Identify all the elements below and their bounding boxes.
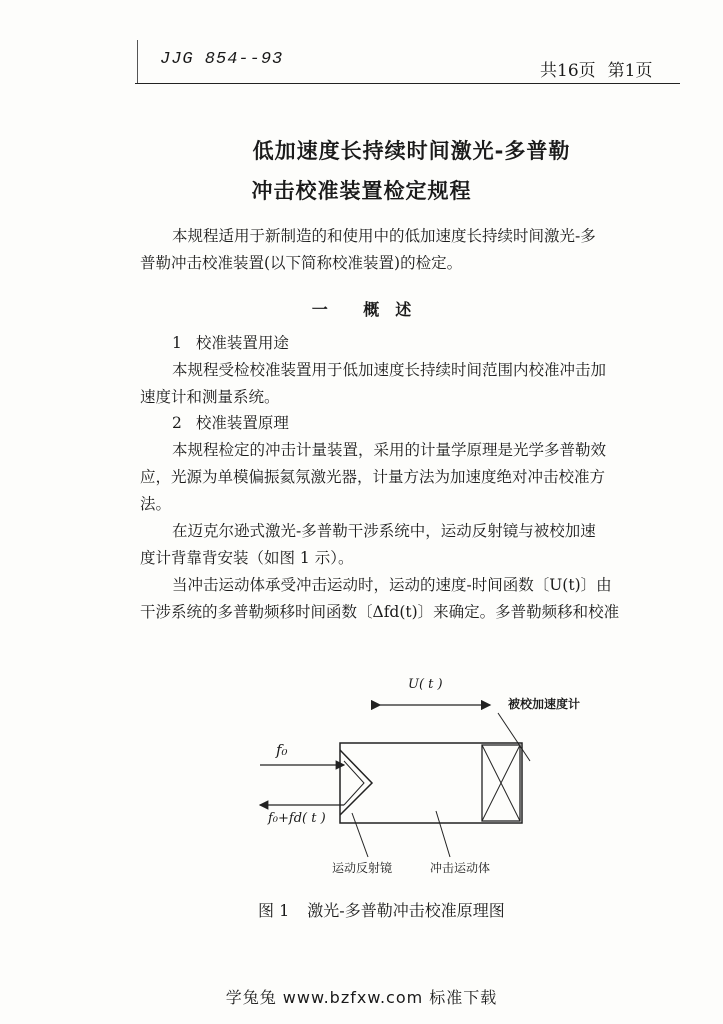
item2-p1-line-3: 法。 bbox=[140, 495, 172, 513]
item2-p3-line-2: 干涉系统的多普勒频移时间函数〔Δfd(t)〕来确定。多普勒频移和校准 bbox=[140, 603, 620, 621]
item1-paragraph bbox=[140, 357, 680, 411]
moving-mirror bbox=[340, 750, 372, 815]
item2-p2-line-1: 在迈克尔逊式激光-多普勒干涉系统中，运动反射镜与被校加速 bbox=[172, 522, 596, 540]
intro-line-2: 普勒冲击校准装置(以下简称校准装置)的检定。 bbox=[140, 254, 463, 272]
item1-number: 1 bbox=[172, 334, 182, 352]
f0-fd-label: f₀+fd( t ) bbox=[268, 811, 326, 826]
f0-label: f₀ bbox=[276, 741, 288, 759]
mirror-label: 运动反射镜 bbox=[332, 861, 393, 875]
standard-code: JJG 854--93 bbox=[160, 50, 284, 69]
section-heading bbox=[0, 297, 723, 320]
item1-line-1: 本规程受检校准装置用于低加速度长持续时间范围内校准冲击加 bbox=[172, 361, 607, 379]
body-leader bbox=[436, 811, 450, 857]
title-line-1: 低加速度长持续时间激光-多普勒 bbox=[252, 139, 571, 163]
header-rule bbox=[135, 83, 680, 84]
page-number: 第1页 bbox=[607, 61, 653, 81]
item2-p1-line-1: 本规程检定的冲击计量装置，采用的计量学原理是光学多普勒效 bbox=[172, 441, 607, 459]
accelerometer-leader bbox=[498, 713, 530, 761]
figure-caption bbox=[258, 898, 523, 921]
caption-text: 激光-多普勒冲击校准原理图 bbox=[307, 901, 505, 920]
item1-heading bbox=[172, 331, 289, 353]
section-title: 概 述 bbox=[363, 300, 412, 319]
item1-title: 校准装置用途 bbox=[195, 334, 289, 352]
intro-paragraph bbox=[140, 223, 680, 277]
item2-p3-line-1: 当冲击运动体承受冲击运动时，运动的速度-时间函数〔U(t)〕由 bbox=[172, 576, 612, 594]
item2-p1-line-2: 应，光源为单模偏振氦氖激光器，计量方法为加速度绝对冲击校准方 bbox=[140, 468, 606, 486]
item2-number: 2 bbox=[172, 414, 182, 432]
header-vertical-rule bbox=[137, 40, 138, 84]
item2-paragraph-3 bbox=[140, 572, 680, 626]
item1-line-2: 速度计和测量系统。 bbox=[140, 388, 280, 406]
intro-line-1: 本规程适用于新制造的和使用中的低加速度长持续时间激光-多 bbox=[172, 227, 596, 245]
title-line-2: 冲击校准装置检定规程 bbox=[251, 179, 472, 203]
total-pages: 共16页 bbox=[540, 61, 596, 81]
caption-number: 图 1 bbox=[258, 901, 290, 920]
figure-1 bbox=[240, 665, 620, 905]
velocity-label: U( t ) bbox=[408, 677, 443, 692]
watermark-footer: 学兔兔 www.bzfxw.com 标准下载 bbox=[225, 988, 498, 1007]
item2-p2-line-2: 度计背靠背安装（如图 1 示）。 bbox=[140, 549, 354, 567]
page-info bbox=[540, 56, 664, 81]
item2-title: 校准装置原理 bbox=[195, 414, 289, 432]
body-label: 冲击运动体 bbox=[430, 861, 491, 875]
item2-paragraph-2 bbox=[140, 518, 680, 572]
section-number: 一 bbox=[311, 300, 328, 319]
mirror-leader bbox=[352, 813, 368, 857]
item2-paragraph-1 bbox=[140, 437, 680, 518]
item2-heading bbox=[172, 411, 289, 433]
accelerometer-label: 被校加速度计 bbox=[508, 697, 581, 711]
impact-body-rect bbox=[340, 743, 522, 823]
